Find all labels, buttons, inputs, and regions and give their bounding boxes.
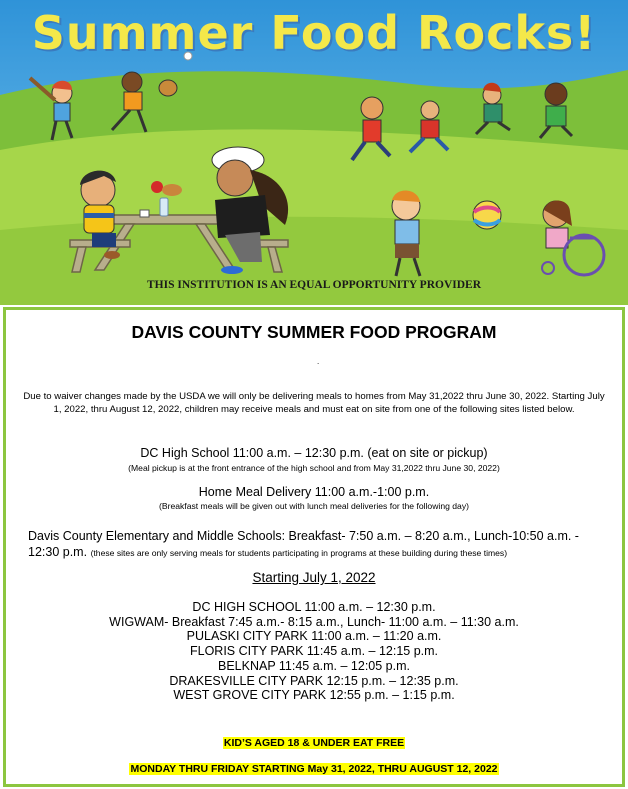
schedule-item: FLORIS CITY PARK 11:45 a.m. – 12:15 p.m. (189, 644, 439, 659)
high-school-note: (Meal pickup is at the front entrance of the high school and from May 31,2022 thru June 30, 2022) (128, 463, 500, 473)
high-school-site: DC High School 11:00 a.m. – 12:30 p.m. (eat on site or pickup) (140, 446, 488, 460)
stray-dot: . (317, 357, 320, 366)
banner (0, 0, 628, 305)
banner-title: Summer Food Rocks! (31, 6, 597, 60)
free-notice-row (6, 733, 622, 751)
schedule-item: WEST GROVE CITY PARK 12:55 p.m. – 1:15 p.m. (173, 688, 455, 703)
elementary-schools-note: (these sites are only serving meals for students participating in programs at these building during these times) (90, 548, 508, 558)
schedule-item: PULASKI CITY PARK 11:00 a.m. – 11:20 a.m. (186, 629, 442, 644)
schedule-item: DC HIGH SCHOOL 11:00 a.m. – 12:30 p.m. (192, 600, 436, 614)
free-notice: KID’S AGED 18 & UNDER EAT FREE (223, 737, 405, 749)
intro-paragraph: Due to waiver changes made by the USDA we will only be delivering meals to homes from May 31,2022 thru June 30, 2022. Starting July 1, 2022, thru August 12, 2022, children may receive meals and must eat on site from one of the following sites listed below. (23, 391, 605, 415)
site-schedule (6, 600, 622, 703)
dates-notice: MONDAY THRU FRIDAY STARTING May 31, 2022, THRU AUGUST 12, 2022 (130, 763, 498, 775)
schedule-item: WIGWAM- Breakfast 7:45 a.m.- 8:15 a.m., Lunch- 11:00 a.m. – 11:30 a.m. (109, 614, 519, 629)
program-panel (3, 307, 625, 787)
home-delivery-note: (Breakfast meals will be given out with lunch meal deliveries for the following day) (159, 501, 469, 511)
dates-notice-row (6, 759, 622, 777)
schedule-item: DRAKESVILLE CITY PARK 12:15 p.m. – 12:35 p.m. (169, 673, 459, 688)
equal-opportunity-notice: THIS INSTITUTION IS AN EQUAL OPPORTUNITY PROVIDER (146, 279, 482, 291)
starting-heading: Starting July 1, 2022 (252, 570, 376, 585)
home-delivery: Home Meal Delivery 11:00 a.m.-1:00 p.m. (198, 485, 430, 499)
program-title: DAVIS COUNTY SUMMER FOOD PROGRAM (131, 322, 497, 342)
schedule-item: BELKNAP 11:45 a.m. – 12:05 p.m. (217, 658, 410, 673)
elementary-schools (28, 528, 606, 561)
elementary-schools-text: Davis County Elementary and Middle Schools: Breakfast- 7:50 a.m. – 8:20 a.m., Lunch-10:50 a.m. - 12:30 p.m. (28, 529, 579, 559)
